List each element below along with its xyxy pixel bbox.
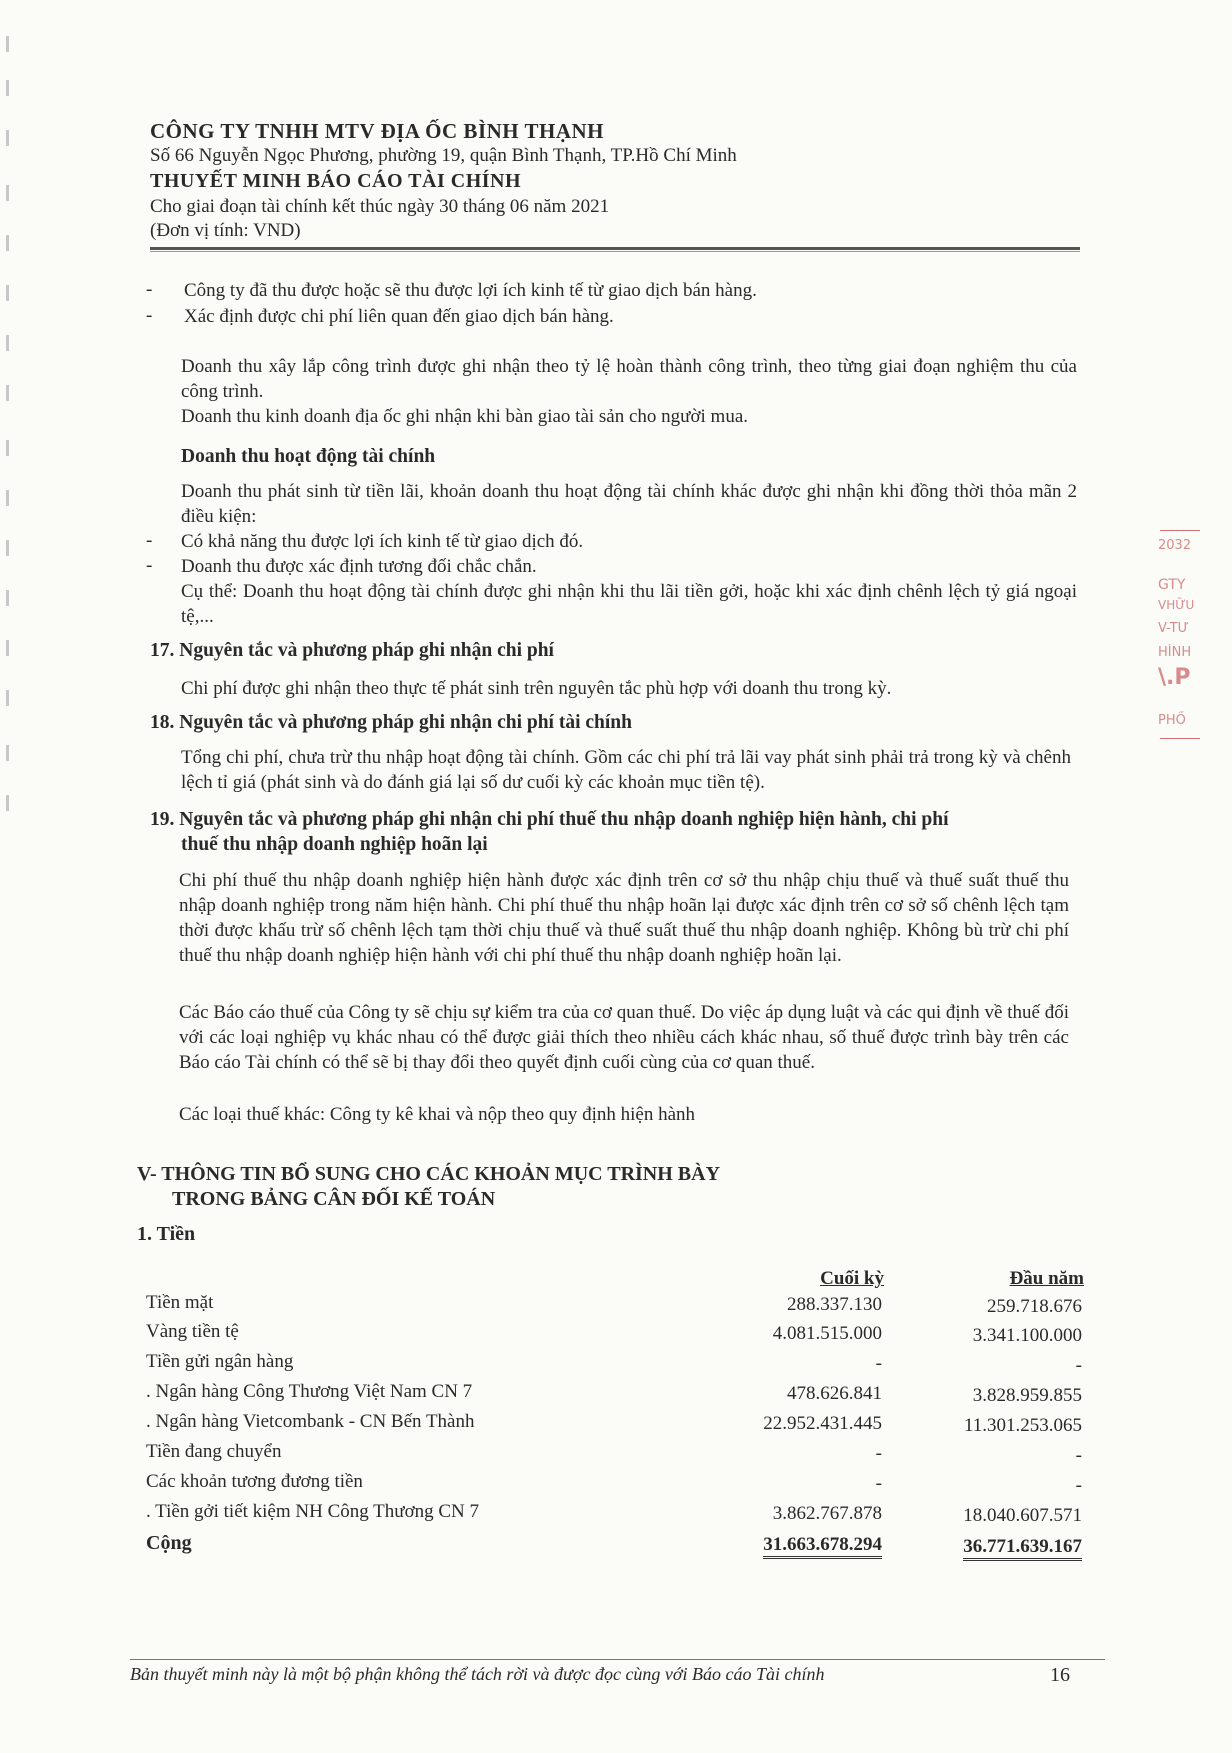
table-cell-value: 11.301.253.065 (963, 1415, 1082, 1436)
table-row-label: Tiền gửi ngân hàng (146, 1351, 294, 1372)
margin-mark (6, 385, 9, 401)
seal-arc (1160, 738, 1200, 739)
margin-mark (6, 745, 9, 761)
margin-mark (6, 490, 9, 506)
table-cell-value: - (1075, 1475, 1082, 1496)
document-title: THUYẾT MINH BÁO CÁO TÀI CHÍNH (150, 170, 522, 192)
seal-arc (1160, 530, 1200, 531)
table-cell-value: - (875, 1473, 882, 1494)
header-divider (150, 247, 1080, 252)
revenue-realestate-paragraph: Doanh thu kinh doanh địa ốc ghi nhận khi bàn giao tài sản cho người mua. (181, 406, 749, 427)
column-header-end-of-period: Cuối kỳ (820, 1268, 884, 1289)
financial-revenue-detail: Cụ thể: Doanh thu hoạt động tài chính được ghi nhận khi thu lãi tiền gởi, hoặc khi xác định chênh lệch tỷ giá ngoại tệ,... (181, 581, 1077, 627)
total-end-of-period: 31.663.678.294 (763, 1534, 882, 1559)
seal-text: 2032 (1158, 538, 1192, 553)
bullet-dash: - (146, 279, 153, 300)
table-cell-value: 3.341.100.000 (972, 1325, 1082, 1346)
margin-mark (6, 185, 9, 201)
bullet-dash: - (146, 530, 153, 551)
table-cell-value: 18.040.607.571 (963, 1505, 1082, 1526)
financial-revenue-heading: Doanh thu hoạt động tài chính (181, 446, 436, 467)
section-18-text: Tổng chi phí, chưa trừ thu nhập hoạt động tài chính. Gồm các chi phí trả lãi vay phát sinh phải trả trong kỳ và chênh lệch tỉ giá (phát sinh và do đánh giá lại số dư cuối kỳ các khoản mục tiền tệ). (181, 747, 1071, 793)
section-19-heading-cont: thuế thu nhập doanh nghiệp hoãn lại (181, 834, 488, 855)
seal-text: \.P (1158, 665, 1191, 690)
bullet-text: Công ty đã thu được hoặc sẽ thu được lợi ích kinh tế từ giao dịch bán hàng. (184, 280, 757, 301)
section-19-paragraph-3: Các loại thuế khác: Công ty kê khai và nộp theo quy định hiện hành (179, 1104, 696, 1125)
company-name: CÔNG TY TNHH MTV ĐỊA ỐC BÌNH THẠNH (150, 119, 604, 143)
margin-mark (6, 36, 9, 52)
financial-revenue-intro: Doanh thu phát sinh từ tiền lãi, khoản doanh thu hoạt động tài chính khác được ghi nhận khi đồng thời thỏa mãn 2 điều kiện: (181, 481, 1077, 527)
table-cell-value: 259.718.676 (987, 1296, 1082, 1317)
margin-mark (6, 80, 9, 96)
bullet-text: Có khả năng thu được lợi ích kinh tế từ giao dịch đó. (181, 531, 584, 552)
bullet-text: Xác định được chi phí liên quan đến giao dịch bán hàng. (184, 306, 614, 327)
footer-divider (130, 1659, 1105, 1660)
currency-unit: (Đơn vị tính: VND) (150, 220, 301, 241)
table-cell-value: - (875, 1353, 882, 1374)
table-cell-value: 3.862.767.878 (772, 1503, 882, 1524)
column-header-beginning-of-year: Đầu năm (1009, 1268, 1084, 1289)
section-17-heading: 17. Nguyên tắc và phương pháp ghi nhận chi phí (150, 640, 554, 661)
table-cell-value: 22.952.431.445 (763, 1413, 882, 1434)
margin-mark (6, 285, 9, 301)
margin-mark (6, 795, 9, 811)
company-address: Số 66 Nguyễn Ngọc Phương, phường 19, quận Bình Thạnh, TP.Hồ Chí Minh (150, 145, 737, 166)
report-period: Cho giai đoạn tài chính kết thúc ngày 30 tháng 06 năm 2021 (150, 196, 610, 217)
table-total-label: Cộng (146, 1532, 192, 1554)
table-row-label: Vàng tiền tệ (146, 1321, 239, 1342)
part-v-heading: V- THÔNG TIN BỔ SUNG CHO CÁC KHOẢN MỤC TRÌNH BÀY (137, 1163, 721, 1185)
page-number: 16 (1050, 1664, 1070, 1686)
table-cell-value: 4.081.515.000 (772, 1323, 882, 1344)
margin-mark (6, 540, 9, 556)
bullet-dash: - (146, 555, 153, 576)
part-v-heading-cont: TRONG BẢNG CÂN ĐỐI KẾ TOÁN (172, 1188, 496, 1210)
margin-mark (6, 640, 9, 656)
bullet-text: Doanh thu được xác định tương đối chắc chắn. (181, 556, 537, 577)
table-cell-value: - (1075, 1355, 1082, 1376)
section-17-text: Chi phí được ghi nhận theo thực tế phát sinh trên nguyên tắc phù hợp với doanh thu trong kỳ. (181, 678, 892, 699)
table-cell-value: - (1075, 1445, 1082, 1466)
table-cell-value: 288.337.130 (787, 1294, 882, 1315)
table-row-label: Tiền mặt (146, 1292, 214, 1313)
table-row-label: Các khoản tương đương tiền (146, 1471, 363, 1492)
margin-mark (6, 690, 9, 706)
footer-note: Bản thuyết minh này là một bộ phận không thể tách rời và được đọc cùng với Báo cáo Tài chính (130, 1664, 825, 1684)
bullet-dash: - (146, 305, 153, 326)
seal-text: V-TƯ (1158, 621, 1189, 636)
section-19-paragraph-1: Chi phí thuế thu nhập doanh nghiệp hiện hành được xác định trên cơ sở thu nhập chịu thuế và thuế suất thuế thu nhập doanh nghiệp trong năm hiện hành. Chi phí thuế thu nhập hoãn lại được xác định trên cơ sở số chênh lệch tạm thời được khấu trừ số chênh lệch tạm thời chịu thuế và thuế suất thuế thu nhập doanh nghiệp. Không bù trừ chi phí thuế thu nhập doanh nghiệp hiện hành với chi phí thuế thu nhập doanh nghiệp hoãn lại. (179, 870, 1069, 966)
margin-mark (6, 130, 9, 146)
seal-text: VHỮU (1158, 598, 1195, 612)
margin-mark (6, 335, 9, 351)
seal-text: PHỐ (1158, 713, 1186, 728)
seal-text: GTY (1158, 577, 1186, 593)
section-19-paragraph-2: Các Báo cáo thuế của Công ty sẽ chịu sự kiểm tra của cơ quan thuế. Do việc áp dụng luật và các qui định về thuế đối với các loại nghiệp vụ khác nhau có thể được giải thích theo nhiều cách khác nhau, số thuế được trình bày trên các Báo cáo Tài chính có thể sẽ bị thay đổi theo quyết định cuối cùng của cơ quan thuế. (179, 1002, 1069, 1073)
table-row-label: Tiền đang chuyển (146, 1441, 282, 1462)
table-row-label: . Tiền gởi tiết kiệm NH Công Thương CN 7 (146, 1501, 480, 1522)
table-row-label: . Ngân hàng Công Thương Việt Nam CN 7 (146, 1381, 473, 1402)
table-cell-value: 478.626.841 (787, 1383, 882, 1404)
table-cell-value: - (875, 1443, 882, 1464)
revenue-construction-paragraph: Doanh thu xây lắp công trình được ghi nhận theo tỷ lệ hoàn thành công trình, theo từng giai đoạn nghiệm thu của công trình. (181, 356, 1077, 402)
table-row-label: . Ngân hàng Vietcombank - CN Bến Thành (146, 1411, 475, 1432)
section-19-heading: 19. Nguyên tắc và phương pháp ghi nhận chi phí thuế thu nhập doanh nghiệp hiện hành, chi phí (150, 809, 949, 830)
seal-text: HÌNH (1158, 645, 1192, 660)
table-total-value (682, 1534, 882, 1556)
table-cell-value: 3.828.959.855 (972, 1385, 1082, 1406)
table-total-value (882, 1536, 1082, 1558)
total-beginning-of-year: 36.771.639.167 (963, 1536, 1082, 1561)
margin-mark (6, 235, 9, 251)
margin-mark (6, 440, 9, 456)
subsection-cash-heading: 1. Tiền (137, 1223, 196, 1245)
margin-mark (6, 590, 9, 606)
section-18-heading: 18. Nguyên tắc và phương pháp ghi nhận chi phí tài chính (150, 712, 632, 733)
